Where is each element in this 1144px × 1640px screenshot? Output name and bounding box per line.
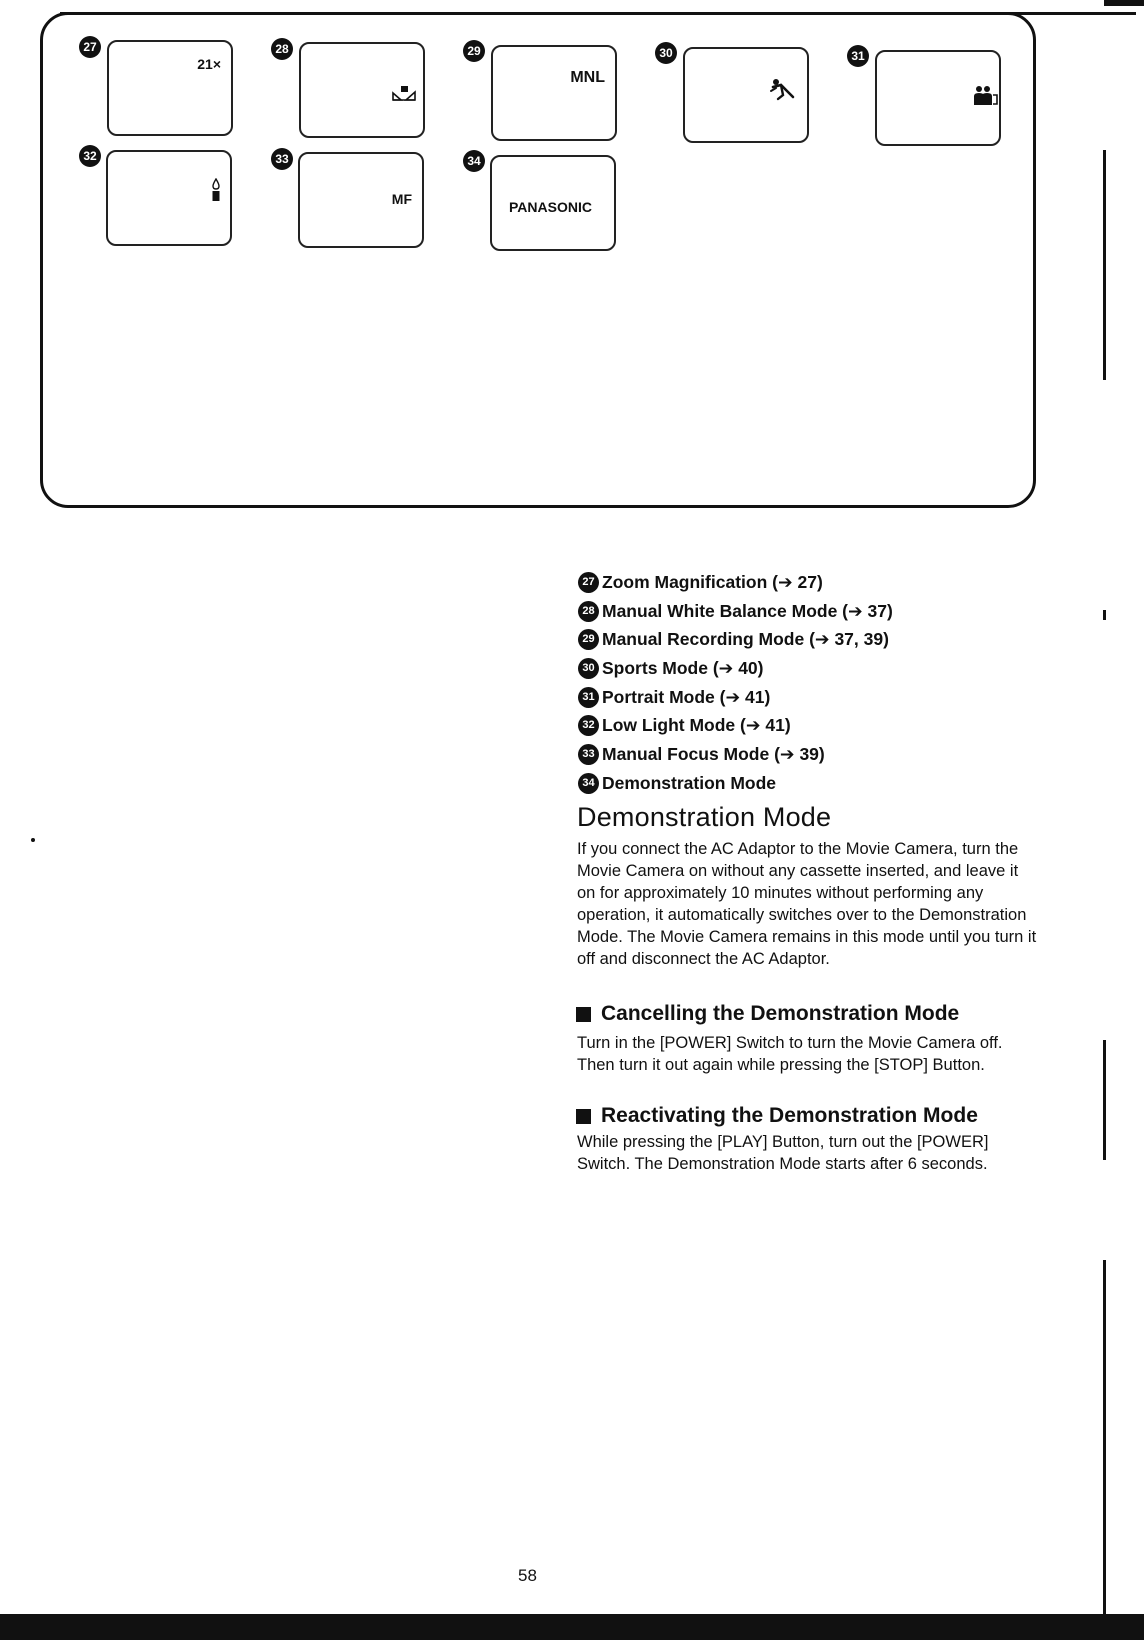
section-intro: If you connect the AC Adaptor to the Movie Camera, turn the Movie Camera on without any cassette inserted, and leave it on for approximately 10 minutes without performing any operation, it automatically switches over to the Demonstration Mode. The Movie Camera remains in this mode until you turn it off and disconnect the AC Adaptor. [577, 840, 1037, 968]
legend-label: Demonstration Mode [602, 772, 777, 793]
legend-list [578, 568, 1098, 798]
legend-label: Manual Focus Mode (➔ 39) [602, 743, 825, 764]
bullet-square-icon [576, 1007, 591, 1022]
legend-label: Manual Recording Mode (➔ 37, 39) [602, 629, 889, 650]
scan-edge-right [1103, 150, 1106, 380]
bullet-square-icon [576, 1109, 591, 1124]
cancel-title: Cancelling the Demonstration Mode [601, 1002, 960, 1025]
mnl-indicator: MNL [570, 69, 605, 86]
legend-number: 31 [578, 687, 599, 708]
screen-number-29: 29 [463, 40, 485, 62]
scan-edge-right [1103, 610, 1106, 620]
legend-item [578, 625, 1098, 654]
legend-number: 27 [578, 572, 599, 593]
screen-white-balance [299, 42, 425, 138]
page-number: 58 [518, 1566, 537, 1585]
sports-mode-icon [769, 77, 797, 101]
reactivate-text: While pressing the [PLAY] Button, turn out the [POWER] Switch. The Demonstration Mode starts after 6 seconds. [577, 1133, 989, 1173]
cancel-heading [576, 1002, 959, 1026]
legend-item [578, 769, 1098, 798]
legend-number: 29 [578, 629, 599, 650]
zoom-value: 21× [197, 56, 221, 72]
legend-label: Low Light Mode (➔ 41) [602, 715, 791, 736]
screen-manual-focus [298, 152, 424, 248]
reactivate-title: Reactivating the Demonstration Mode [601, 1104, 978, 1127]
legend-item [578, 597, 1098, 626]
legend-label: Manual White Balance Mode (➔ 37) [602, 600, 893, 621]
legend-number: 30 [578, 658, 599, 679]
screen-number-27: 27 [79, 36, 101, 58]
panel-top-border [60, 12, 1136, 15]
white-balance-icon [391, 84, 417, 102]
legend-item [578, 740, 1098, 769]
legend-number: 34 [578, 773, 599, 794]
legend-number: 32 [578, 715, 599, 736]
screen-demonstration [490, 155, 616, 251]
screen-number-34: 34 [463, 150, 485, 172]
legend-item [578, 654, 1098, 683]
portrait-mode-icon [973, 84, 999, 106]
mf-indicator: MF [391, 191, 412, 207]
scan-edge-bottom [0, 1614, 1144, 1640]
legend-item [578, 568, 1098, 597]
panasonic-display: PANASONIC [509, 199, 592, 215]
legend-item [578, 711, 1098, 740]
screen-low-light-mode [106, 150, 232, 246]
screen-sports-mode [683, 47, 809, 143]
scan-speck [31, 838, 35, 842]
legend-label: Portrait Mode (➔ 41) [602, 686, 771, 707]
screen-portrait-mode [875, 50, 1001, 146]
scan-edge-right [1103, 1040, 1106, 1160]
screen-zoom [107, 40, 233, 136]
legend-item [578, 683, 1098, 712]
legend-number: 33 [578, 744, 599, 765]
section-heading: Demonstration Mode [577, 802, 832, 832]
legend-label: Sports Mode (➔ 40) [602, 657, 764, 678]
low-light-mode-icon [210, 178, 222, 202]
scan-edge-top-right [1104, 0, 1144, 6]
screen-manual-recording [491, 45, 617, 141]
screen-number-31: 31 [847, 45, 869, 67]
legend-number: 28 [578, 601, 599, 622]
screen-number-32: 32 [79, 145, 101, 167]
cancel-text: Turn in the [POWER] Switch to turn the Movie Camera off. Then turn it out again while pressing the [STOP] Button. [577, 1034, 1003, 1074]
screen-number-33: 33 [271, 148, 293, 170]
reactivate-heading [576, 1104, 978, 1128]
scan-edge-right [1103, 1260, 1106, 1640]
screen-number-28: 28 [271, 38, 293, 60]
screen-number-30: 30 [655, 42, 677, 64]
legend-label: Zoom Magnification (➔ 27) [602, 571, 823, 592]
